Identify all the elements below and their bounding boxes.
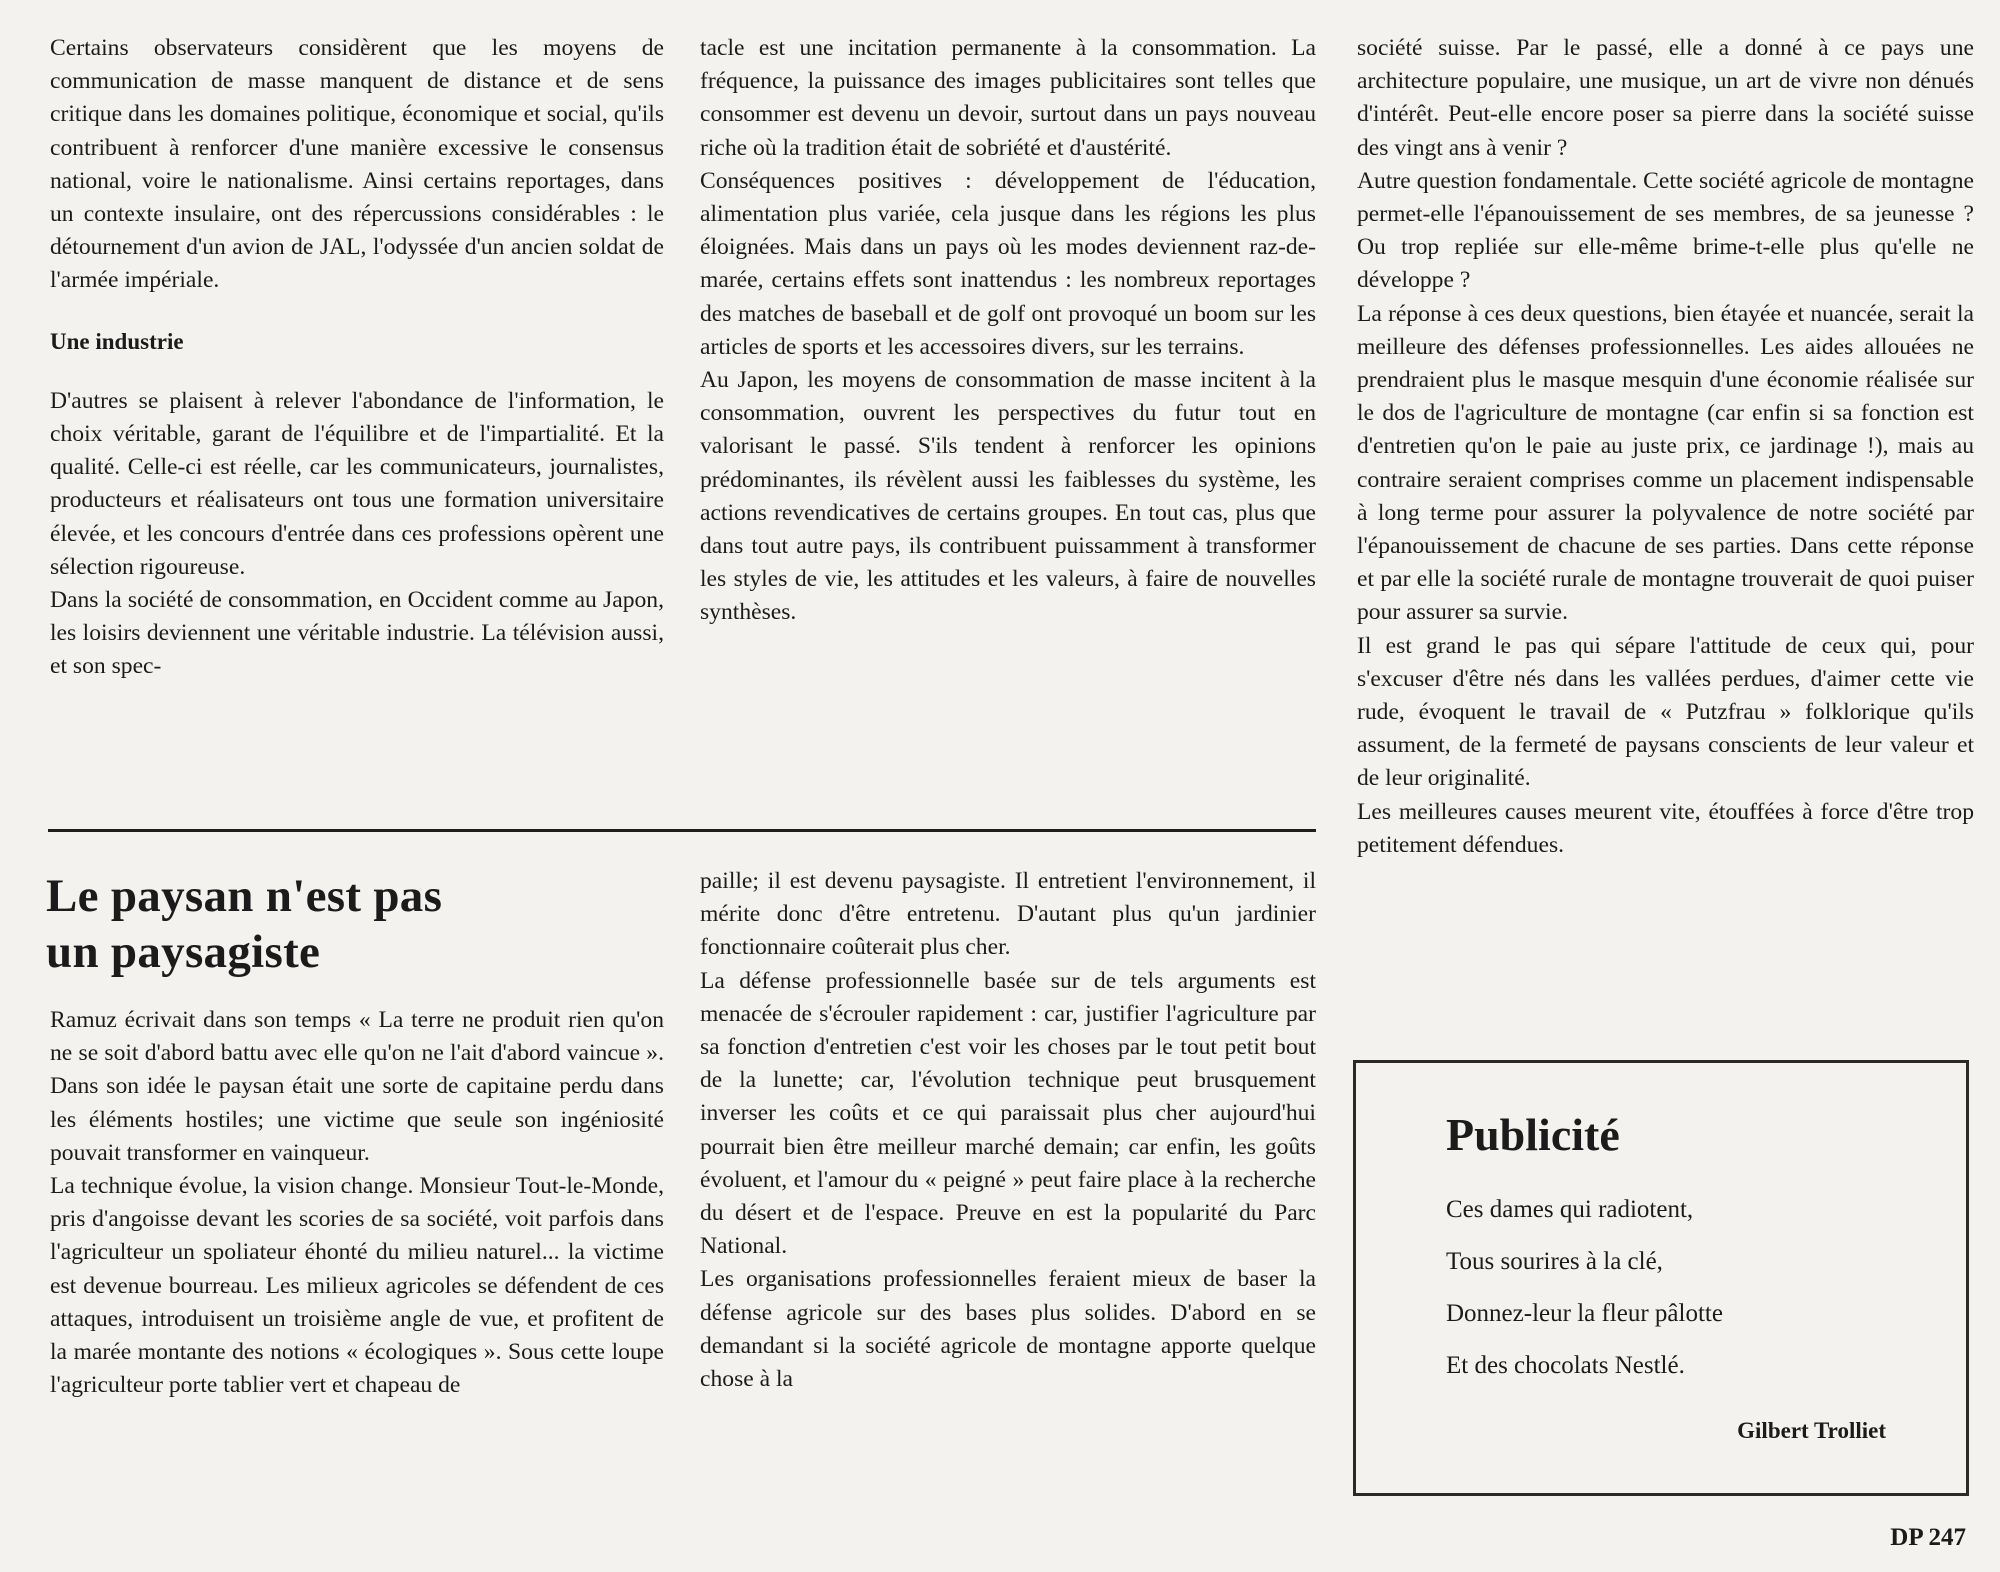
poem-line: Tous sourires à la clé,	[1446, 1248, 1663, 1275]
paragraph: Au Japon, les moyens de consommation de masse incitent à la consommation, ouvrent les perspectives du futur tout en valorisant le passé. S'ils tendent à renforcer les opinions prédominantes, ils révèlent aussi les faiblesses du système, les actions revendicatives de certains groupes. En tout cas, plus que dans tout autre pays, ils contribuent puissamment à transformer les styles de vie, les attitudes et les valeurs, à faire de nouvelles synthèses.	[700, 367, 1316, 626]
publicite-title: Publicité	[1446, 1109, 1620, 1160]
paragraph: Il est grand le pas qui sépare l'attitude de ceux qui, pour s'excuser d'être nés dans les vallées perdues, d'aimer cette vie rude, évoquent le travail de « Putzfrau » folklorique qu'ils assument, de la fermeté de paysans conscients de leur valeur et de leur originalité.	[1357, 632, 1974, 792]
poem-line: Et des chocolats Nestlé.	[1446, 1352, 1685, 1379]
title-line-1: Le paysan n'est pas	[46, 870, 443, 922]
article-title	[46, 868, 666, 980]
paragraph: La technique évolue, la vision change. Monsieur Tout-le-Monde, pris d'angoisse devant les scories de sa société, voit parfois dans l'agriculteur un spoliateur éhonté du milieu naturel... la victime est devenue bourreau. Les milieux agricoles se défendent de ces attaques, introduisent un troisième angle de vue, et profitent de la marée montante des notions « écologiques ». Sous cette loupe l'agriculteur porte tablier vert et chapeau de	[50, 1173, 664, 1399]
poem-line: Ces dames qui radiotent,	[1446, 1196, 1694, 1223]
page-number: DP 247	[1890, 1524, 1966, 1551]
paragraph: Certains observateurs considèrent que les moyens de communication de masse manquent de distance et de sens critique dans les domaines politique, économique et social, qu'ils contribuent à renforcer d'une manière excessive le consensus national, voire le nationalisme. Ainsi certains reportages, dans un contexte insulaire, ont des répercussions considérables : le détournement d'un avion de JAL, l'odyssée d'un ancien soldat de l'armée impériale.	[50, 35, 664, 294]
article-column-2	[700, 865, 1316, 1396]
poem-line: Donnez-leur la fleur pâlotte	[1446, 1300, 1723, 1327]
article-column-3	[1357, 32, 1974, 862]
title-line-2: un paysagiste	[46, 926, 321, 978]
paragraph: Conséquences positives : développement de l'éducation, alimentation plus variée, cela jusque dans les régions les plus éloignées. Mais dans un pays où les modes deviennent raz-de-marée, certains effets sont inattendus : les nombreux reportages des matches de baseball et de golf ont provoqué un boom sur les articles de sports et les accessoires divers, sur les terrains.	[700, 167, 1316, 360]
column-1-top	[50, 32, 664, 684]
paragraph: Autre question fondamentale. Cette société agricole de montagne permet-elle l'épanouissement de ses membres, de sa jeunesse ? Ou trop repliée sur elle-même brime-t-elle plus qu'elle ne développe ?	[1357, 167, 1974, 294]
paragraph: La réponse à ces deux questions, bien étayée et nuancée, serait la meilleure des défenses professionnelles. Les aides allouées ne prendraient plus le masque mesquin d'une économie réalisée sur le dos de l'agriculture de montagne (car enfin si sa fonction est d'entretien qu'on le paie au juste prix, ce jardinage !), mais au contraire seraient comprises comme un placement indispensable à long terme pour assurer la polyvalence de notre société par l'épanouissement de chacune de ses parties. Dans cette réponse et par elle la société rurale de montagne trouverait de quoi puiser pour assurer sa survie.	[1357, 300, 1974, 626]
paragraph: Dans la société de consommation, en Occident comme au Japon, les loisirs deviennent une véritable industrie. La télévision aussi, et son spec-	[50, 587, 664, 680]
author-signature: Gilbert Trolliet	[1737, 1418, 1886, 1443]
paragraph: société suisse. Par le passé, elle a donné à ce pays une architecture populaire, une musique, un art de vivre non dénués d'intérêt. Peut-elle encore poser sa pierre dans la société suisse des vingt ans à venir ?	[1357, 35, 1974, 161]
paragraph: La défense professionnelle basée sur de tels arguments est menacée de s'écrouler rapidement : car, justifier l'agriculture par sa fonction d'entretien c'est voir les choses par le tout petit bout de la lunette; car, l'évolution technique peut brusquement inverser les coûts et ce qui paraissait plus cher aujourd'hui pourrait bien être meilleur marché demain; car enfin, les goûts évoluent, et l'amour du « peigné » peut faire place à la recherche du désert et de l'espace. Preuve en est la popularité du Parc National.	[700, 967, 1316, 1260]
publicite-box	[1353, 1060, 1969, 1496]
subheading: Une industrie	[50, 328, 184, 354]
section-divider	[48, 829, 1316, 832]
paragraph: Ramuz écrivait dans son temps « La terre ne produit rien qu'on ne se soit d'abord battu avec elle qu'on ne l'ait d'abord vaincue ». Dans son idée le paysan était une sorte de capitaine perdu dans les éléments hostiles; une victime que seule son ingéniosité pouvait transformer en vainqueur.	[50, 1007, 664, 1166]
paragraph: D'autres se plaisent à relever l'abondance de l'information, le choix véritable, garant de l'équilibre et de l'impartialité. Et la qualité. Celle-ci est réelle, car les communicateurs, journalistes, producteurs et réalisateurs ont tous une formation universitaire élevée, et les concours d'entrée dans ces professions opèrent une sélection rigoureuse.	[50, 387, 664, 580]
column-2-top	[700, 32, 1316, 630]
article-column-1	[50, 1004, 664, 1402]
paragraph: Les meilleures causes meurent vite, étouffées à force d'être trop petitement défendues.	[1357, 798, 1974, 858]
paragraph: paille; il est devenu paysagiste. Il entretient l'environnement, il mérite donc d'être entretenu. D'autant plus qu'un jardinier fonctionnaire coûterait plus cher.	[700, 868, 1316, 961]
poem-lines	[1446, 1193, 1723, 1401]
paragraph: tacle est une incitation permanente à la consommation. La fréquence, la puissance des images publicitaires sont telles que consommer est devenu un devoir, surtout dans un pays nouveau riche où la tradition était de sobriété et d'austérité.	[700, 35, 1316, 161]
paragraph: Les organisations professionnelles feraient mieux de baser la défense agricole sur des bases plus solides. D'abord en se demandant si la société agricole de montagne apporte quelque chose à la	[700, 1266, 1316, 1393]
